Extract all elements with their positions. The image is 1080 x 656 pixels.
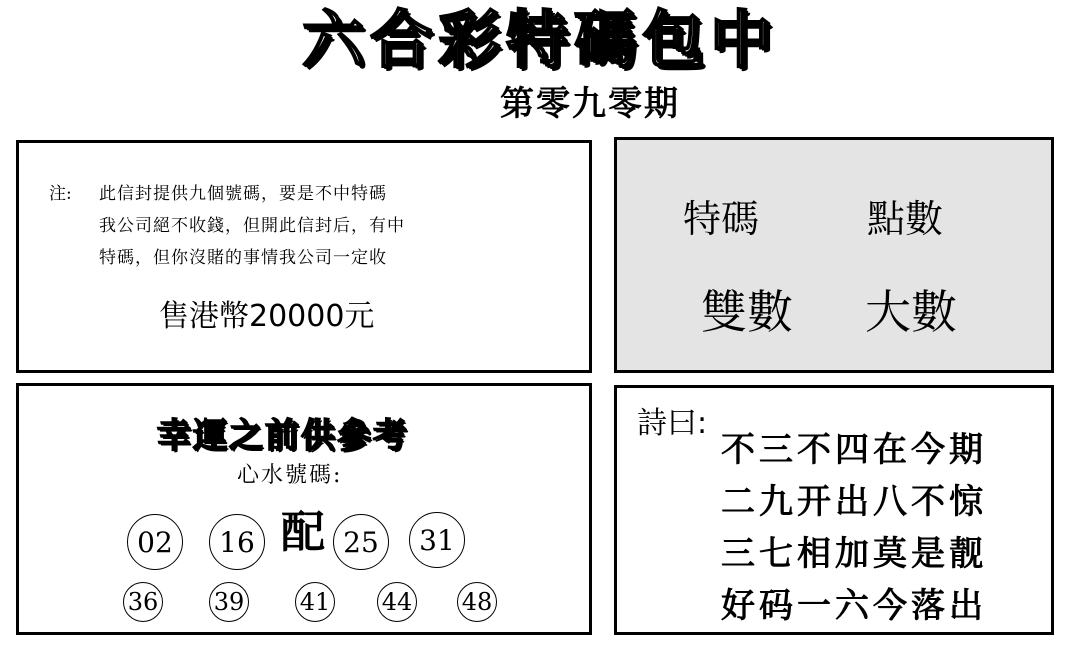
issue-number: 第零九零期	[500, 84, 680, 124]
note-line: 此信封提供九個號碼，要是不中特碼	[99, 184, 387, 204]
number-ball: 41	[295, 582, 335, 622]
pei-character: 配	[281, 507, 325, 558]
number-ball: 25	[333, 514, 389, 570]
lucky-subtitle: 心水號碼:	[237, 463, 343, 488]
lucky-numbers-box	[16, 383, 592, 635]
number-ball: 39	[209, 582, 249, 622]
number-ball: 48	[457, 582, 497, 622]
note-label: 注:	[49, 184, 72, 204]
poem-heading: 詩曰:	[637, 406, 708, 441]
number-ball: 02	[127, 514, 183, 570]
tema-value: 雙數	[701, 285, 793, 339]
number-ball: 16	[209, 514, 265, 570]
points-label: 點數	[867, 197, 944, 241]
tema-label: 特碼	[683, 197, 760, 241]
number-ball: 44	[377, 582, 417, 622]
poem-box	[614, 385, 1054, 635]
points-value: 大數	[865, 285, 957, 339]
note-line: 特碼，但你沒賭的事情我公司一定收	[99, 248, 387, 268]
tema-box	[614, 137, 1054, 373]
poem-line: 好码一六今落出	[721, 586, 987, 626]
number-ball: 36	[123, 582, 163, 622]
notice-box	[16, 140, 592, 373]
main-title: 六合彩特碼包中	[301, 3, 778, 76]
poem-line: 二九开出八不惊	[721, 482, 987, 522]
number-ball: 31	[409, 512, 465, 568]
lucky-title: 幸運之前供參考	[157, 416, 409, 456]
price-text: 售港幣20000元	[159, 299, 375, 334]
poem-line: 三七相加莫是靓	[721, 534, 987, 574]
poem-line: 不三不四在今期	[721, 430, 987, 470]
note-line: 我公司絕不收錢，但開此信封后，有中	[99, 216, 405, 236]
